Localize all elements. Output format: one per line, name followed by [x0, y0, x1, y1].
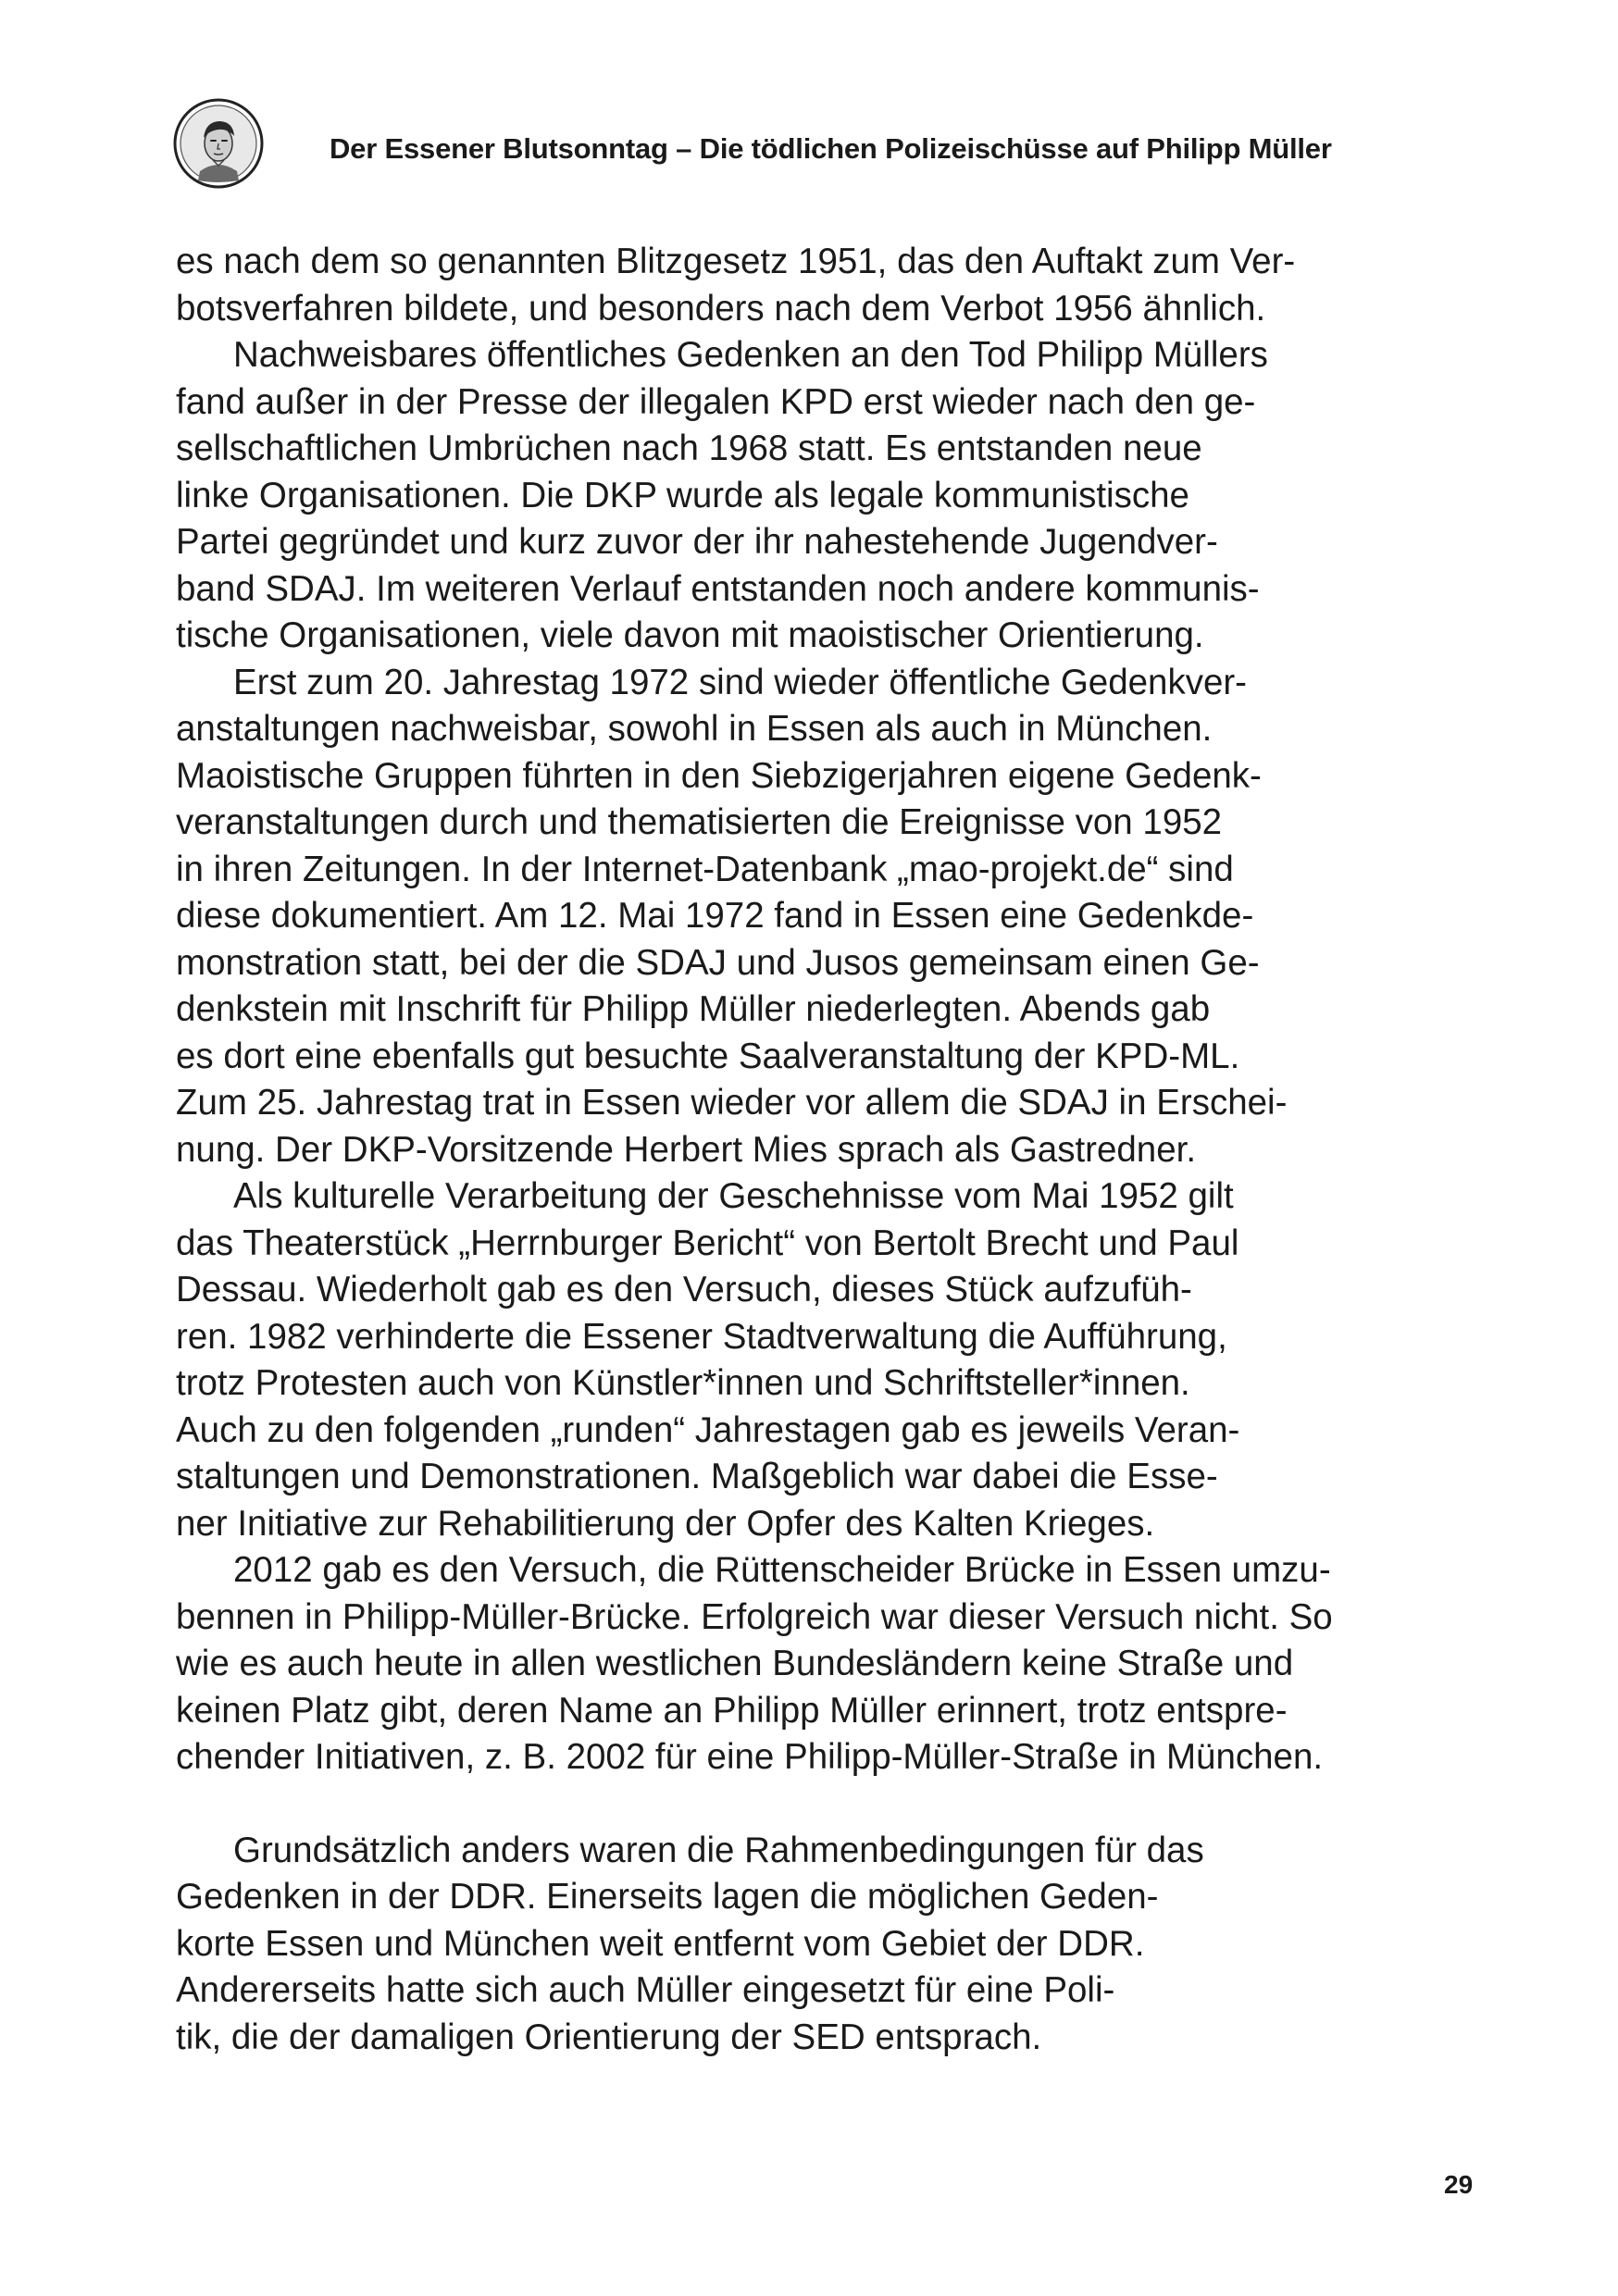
text-line: es dort eine ebenfalls gut besuchte Saalveranstaltung der KPD-ML.	[176, 1036, 1240, 1076]
text-line: band SDAJ. Im weiteren Verlauf entstanden noch andere kommunis-	[176, 568, 1260, 609]
text-line: in ihren Zeitungen. In der Internet-Datenbank „mao-projekt.de“ sind	[176, 849, 1234, 889]
paragraph	[176, 239, 1453, 332]
text-line: Grundsätzlich anders waren die Rahmenbedingungen für das	[233, 1830, 1204, 1870]
text-line: Maoistische Gruppen führten in den Siebzigerjahren eigene Gedenk-	[176, 755, 1262, 796]
paragraph-gap	[176, 1781, 1453, 1828]
paragraph	[176, 1547, 1453, 1781]
text-line: Gedenken in der DDR. Einerseits lagen die möglichen Geden-	[176, 1877, 1159, 1917]
text-line: trotz Protesten auch von Künstler*innen und Schriftsteller*innen.	[176, 1363, 1190, 1403]
text-line: monstration statt, bei der die SDAJ und Jusos gemeinsam einen Ge-	[176, 942, 1260, 983]
running-title: Der Essener Blutsonntag – Die tödlichen Polizeischüsse auf Philipp Müller	[330, 132, 1332, 165]
text-line: diese dokumentiert. Am 12. Mai 1972 fand in Essen eine Gedenkde-	[176, 896, 1254, 936]
body-text	[176, 239, 1453, 2061]
text-line: fand außer in der Presse der illegalen KPD erst wieder nach den ge-	[176, 381, 1256, 422]
text-line: linke Organisationen. Die DKP wurde als legale kommunistische	[176, 475, 1189, 515]
page-header	[172, 97, 1338, 204]
text-line: sellschaftlichen Umbrüchen nach 1968 statt. Es entstanden neue	[176, 428, 1202, 468]
text-line: nung. Der DKP-Vorsitzende Herbert Mies sprach als Gastredner.	[176, 1129, 1197, 1170]
text-line: 2012 gab es den Versuch, die Rüttenscheider Brücke in Essen umzu-	[233, 1550, 1331, 1590]
page-number: 29	[1444, 2170, 1474, 2199]
text-line: ner Initiative zur Rehabilitierung der Opfer des Kalten Krieges.	[176, 1503, 1155, 1544]
text-line: es nach dem so genannten Blitzgesetz 1951, das den Auftakt zum Ver-	[176, 242, 1296, 281]
text-line: chender Initiativen, z. B. 2002 für eine Philipp-Müller-Straße in München.	[176, 1737, 1324, 1777]
text-line: Zum 25. Jahrestag trat in Essen wieder vor allem die SDAJ in Erschei-	[176, 1083, 1288, 1123]
text-line: Andererseits hatte sich auch Müller eingesetzt für eine Poli-	[176, 1970, 1115, 2010]
text-line: ren. 1982 verhinderte die Essener Stadtverwaltung die Aufführung,	[176, 1316, 1227, 1357]
portrait-medallion-icon	[172, 97, 265, 190]
text-line: tische Organisationen, viele davon mit maoistischer Orientierung.	[176, 615, 1204, 655]
text-line: tik, die der damaligen Orientierung der SED entsprach.	[176, 2017, 1042, 2057]
text-line: Dessau. Wiederholt gab es den Versuch, dieses Stück aufzufüh-	[176, 1270, 1192, 1309]
text-line: anstaltungen nachweisbar, sowohl in Essen als auch in München.	[176, 709, 1213, 749]
text-line: botsverfahren bildete, und besonders nach dem Verbot 1956 ähnlich.	[176, 288, 1266, 329]
paragraph	[176, 660, 1453, 1174]
text-line: korte Essen und München weit entfernt vom Gebiet der DDR.	[176, 1923, 1145, 1964]
text-line: Partei gegründet und kurz zuvor der ihr nahestehende Jugendver-	[176, 522, 1218, 562]
text-line: wie es auch heute in allen westlichen Bundesländern keine Straße und	[176, 1644, 1294, 1683]
text-line: Erst zum 20. Jahrestag 1972 sind wieder öffentliche Gedenkver-	[233, 662, 1247, 702]
text-line: bennen in Philipp-Müller-Brücke. Erfolgreich war dieser Versuch nicht. So	[176, 1596, 1333, 1637]
text-line: Als kulturelle Verarbeitung der Geschehnisse vom Mai 1952 gilt	[233, 1176, 1234, 1216]
text-line: Auch zu den folgenden „runden“ Jahrestagen gab es jeweils Veran-	[176, 1409, 1240, 1450]
paragraph	[176, 332, 1453, 660]
text-line: veranstaltungen durch und thematisierten die Ereignisse von 1952	[176, 802, 1223, 842]
text-line: denkstein mit Inschrift für Philipp Müller niederlegten. Abends gab	[176, 989, 1211, 1029]
text-line: keinen Platz gibt, deren Name an Philipp Müller erinnert, trotz entspre-	[176, 1690, 1288, 1731]
text-line: Nachweisbares öffentliches Gedenken an den Tod Philipp Müllers	[233, 335, 1268, 375]
paragraph	[176, 1173, 1453, 1547]
text-line: staltungen und Demonstrationen. Maßgeblich war dabei die Esse-	[176, 1457, 1218, 1496]
text-line: das Theaterstück „Herrnburger Bericht“ von Bertolt Brecht und Paul	[176, 1222, 1239, 1263]
paragraph	[176, 1828, 1453, 2062]
